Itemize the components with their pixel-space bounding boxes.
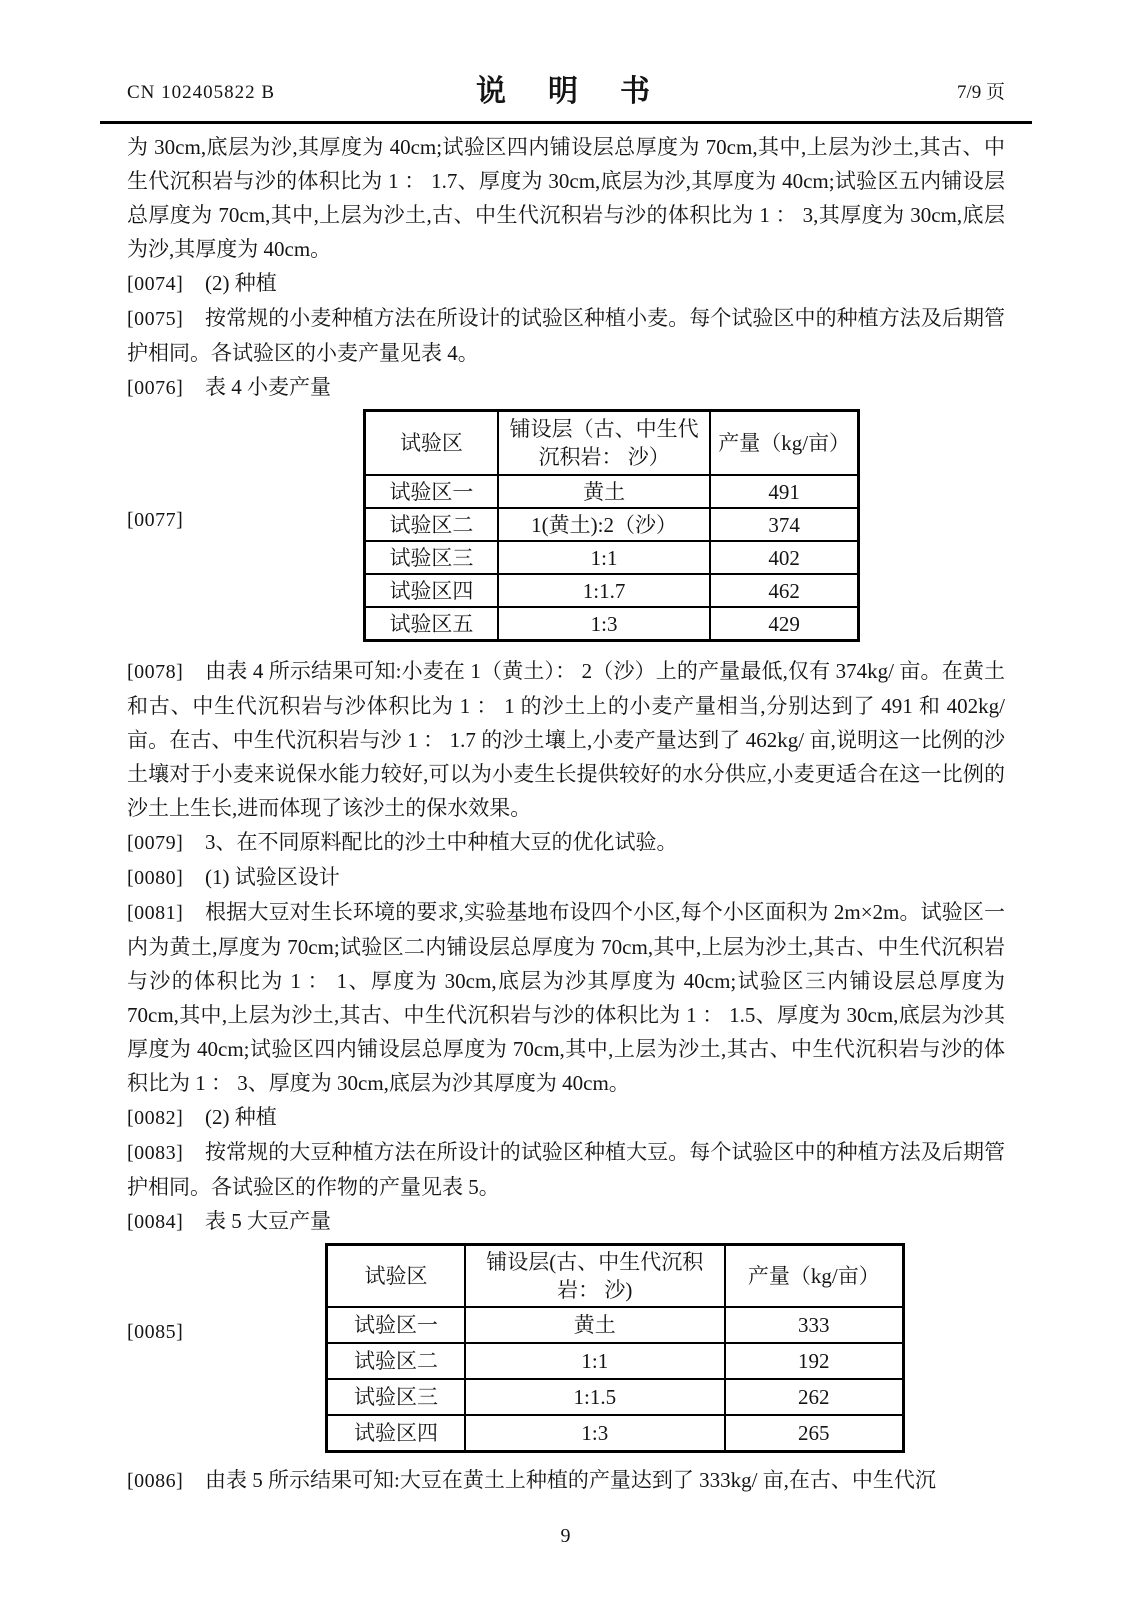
table-header-cell: 铺设层（古、中生代沉积岩： 沙） <box>498 411 710 476</box>
paragraph-number: [0082] <box>127 1107 184 1129</box>
paragraph-number: [0074] <box>127 273 184 295</box>
paragraph-0079 <box>127 825 1005 860</box>
document-number: CN 102405822 B <box>127 82 276 103</box>
table-cell: 试验区一 <box>327 1307 465 1343</box>
paragraph-number: [0083] <box>127 1142 184 1164</box>
soybean-yield-table <box>325 1243 905 1453</box>
paragraph-text: 按常规的小麦种植方法在所设计的试验区种植小麦。每个试验区中的种植方法及后期管护相同。各试验区的小麦产量见表 4。 <box>127 306 1005 365</box>
paragraph-number: [0081] <box>127 902 184 924</box>
table-cell: 1:1 <box>465 1343 725 1379</box>
table-cell: 192 <box>725 1343 904 1379</box>
table-row <box>365 508 859 541</box>
table-body <box>365 475 859 641</box>
paragraph-number: [0076] <box>127 377 184 399</box>
table-cell: 试验区二 <box>365 508 498 541</box>
document-body <box>127 130 1005 1498</box>
table-cell: 黄土 <box>465 1307 725 1343</box>
table-cell: 试验区三 <box>365 541 498 574</box>
paragraph-text: 3、在不同原料配比的沙土中种植大豆的优化试验。 <box>205 830 678 854</box>
table-cell: 试验区五 <box>365 607 498 641</box>
table-cell: 265 <box>725 1415 904 1452</box>
paragraph-continuation <box>127 130 1005 266</box>
table-block <box>127 409 1005 642</box>
paragraph-text: 由表 5 所示结果可知:大豆在黄土上种植的产量达到了 333kg/ 亩,在古、中生代沉 <box>205 1468 936 1492</box>
table-cell: 333 <box>725 1307 904 1343</box>
table-cell: 试验区三 <box>327 1379 465 1415</box>
paragraph-0076 <box>127 370 1005 405</box>
table-row <box>365 541 859 574</box>
table-cell: 429 <box>710 607 858 641</box>
table-head <box>365 411 859 476</box>
table-paragraph-number: [0085] <box>127 1321 184 1343</box>
table-header-cell: 试验区 <box>365 411 498 476</box>
table-row <box>365 475 859 508</box>
table-cell: 462 <box>710 574 858 607</box>
table-header-row <box>365 411 859 476</box>
paragraph-text: 根据大豆对生长环境的要求,实验基地布设四个小区,每个小区面积为 2m×2m。试验区一内为黄土,厚度为 70cm;试验区二内铺设层总厚度为 70cm,其中,上层为沙土,其古、中生代沉积岩与沙的体积比为 1 ： 1、厚度为 30cm,底层为沙其厚度为 40cm;试验区三内铺设层总厚度为 70cm,其中,上层为沙土,其古、中生代沉积岩与沙的体积比为 1 ： 1.5、厚度为 30cm,底层为沙其厚度为 40cm;试验区四内铺设层总厚度为 70cm,其中,上层为沙土,其古、中生代沉积岩与沙的体积比为 1 ： 3、厚度为 30cm,底层为沙其厚度为 40cm。 <box>127 900 1005 1095</box>
table-row <box>327 1379 904 1415</box>
paragraph-text: 表 5 大豆产量 <box>205 1209 331 1233</box>
paragraph-text: 表 4 小麦产量 <box>205 375 331 399</box>
paragraph-number: [0075] <box>127 308 184 330</box>
paragraph-0081 <box>127 895 1005 1100</box>
table-row <box>365 607 859 641</box>
paragraph-0082 <box>127 1100 1005 1135</box>
table-cell: 1:1.5 <box>465 1379 725 1415</box>
paragraph-text: (1) 试验区设计 <box>205 865 340 889</box>
table-cell: 1:1.7 <box>498 574 710 607</box>
header-rule <box>100 121 1032 124</box>
table-header-cell: 产量（kg/亩） <box>725 1245 904 1308</box>
paragraph-0083 <box>127 1135 1005 1204</box>
table-header-cell: 产量（kg/亩） <box>710 411 858 476</box>
paragraph-text: 按常规的大豆种植方法在所设计的试验区种植大豆。每个试验区中的种植方法及后期管护相同。各试验区的作物的产量见表 5。 <box>127 1140 1005 1199</box>
table-cell: 试验区二 <box>327 1343 465 1379</box>
wheat-yield-table <box>363 409 860 642</box>
table-body <box>327 1307 904 1452</box>
paragraph-text: 为 30cm,底层为沙,其厚度为 40cm;试验区四内铺设层总厚度为 70cm,其中,上层为沙土,其古、中生代沉积岩与沙的体积比为 1 ： 1.7、厚度为 30cm,底层为沙,其厚度为 40cm;试验区五内铺设层总厚度为 70cm,其中,上层为沙土,古、中生代沉积岩与沙的体积比为 1 ： 3,其厚度为 30cm,底层为沙,其厚度为 40cm。 <box>127 135 1005 261</box>
paragraph-0080 <box>127 860 1005 895</box>
table-cell: 试验区四 <box>327 1415 465 1452</box>
table-row <box>327 1307 904 1343</box>
page-number: 9 <box>560 1525 571 1547</box>
paragraph-text: (2) 种植 <box>205 1105 277 1129</box>
table-head <box>327 1245 904 1308</box>
paragraph-number: [0078] <box>127 661 184 683</box>
table-cell: 试验区四 <box>365 574 498 607</box>
paragraph-text: 由表 4 所示结果可知:小麦在 1（黄土）： 2（沙）上的产量最低,仅有 374kg/ 亩。在黄土和古、中生代沉积岩与沙体积比为 1 ： 1 的沙土上的小麦产量相当,分别达到了 491 和 402kg/ 亩。在古、中生代沉积岩与沙 1 ： 1.7 的沙土壤上,小麦产量达到了 462kg/ 亩,说明这一比例的沙土壤对于小麦来说保水能力较好,可以为小麦生长提供较好的水分供应,小麦更适合在这一比例的沙土上生长,进而体现了该沙土的保水效果。 <box>127 659 1005 820</box>
paragraph-0078 <box>127 654 1005 825</box>
page-title: 说 明 书 <box>476 75 656 108</box>
table-cell: 1(黄土):2（沙） <box>498 508 710 541</box>
table-row <box>327 1415 904 1452</box>
paragraph-0074 <box>127 266 1005 301</box>
table-block <box>127 1243 1005 1453</box>
paragraph-number: [0080] <box>127 867 184 889</box>
table-cell: 1:3 <box>465 1415 725 1452</box>
table-cell: 1:3 <box>498 607 710 641</box>
paragraph-0084 <box>127 1204 1005 1239</box>
paragraph-number: [0086] <box>127 1470 184 1492</box>
table-cell: 试验区一 <box>365 475 498 508</box>
table-header-row <box>327 1245 904 1308</box>
paragraph-number: [0079] <box>127 832 184 854</box>
table-header-cell: 试验区 <box>327 1245 465 1308</box>
table-cell: 402 <box>710 541 858 574</box>
page-indicator: 7/9 页 <box>956 82 1005 103</box>
paragraph-number: [0084] <box>127 1211 184 1233</box>
table-cell: 262 <box>725 1379 904 1415</box>
table-cell: 1:1 <box>498 541 710 574</box>
table-header-cell: 铺设层(古、中生代沉积岩： 沙) <box>465 1245 725 1308</box>
page-header <box>127 0 1005 118</box>
paragraph-text: (2) 种植 <box>205 271 277 295</box>
table-row <box>327 1343 904 1379</box>
table-cell: 黄土 <box>498 475 710 508</box>
table-paragraph-number: [0077] <box>127 509 184 531</box>
table-cell: 374 <box>710 508 858 541</box>
table-cell: 491 <box>710 475 858 508</box>
paragraph-0075 <box>127 301 1005 370</box>
paragraph-0086 <box>127 1463 1005 1498</box>
table-row <box>365 574 859 607</box>
